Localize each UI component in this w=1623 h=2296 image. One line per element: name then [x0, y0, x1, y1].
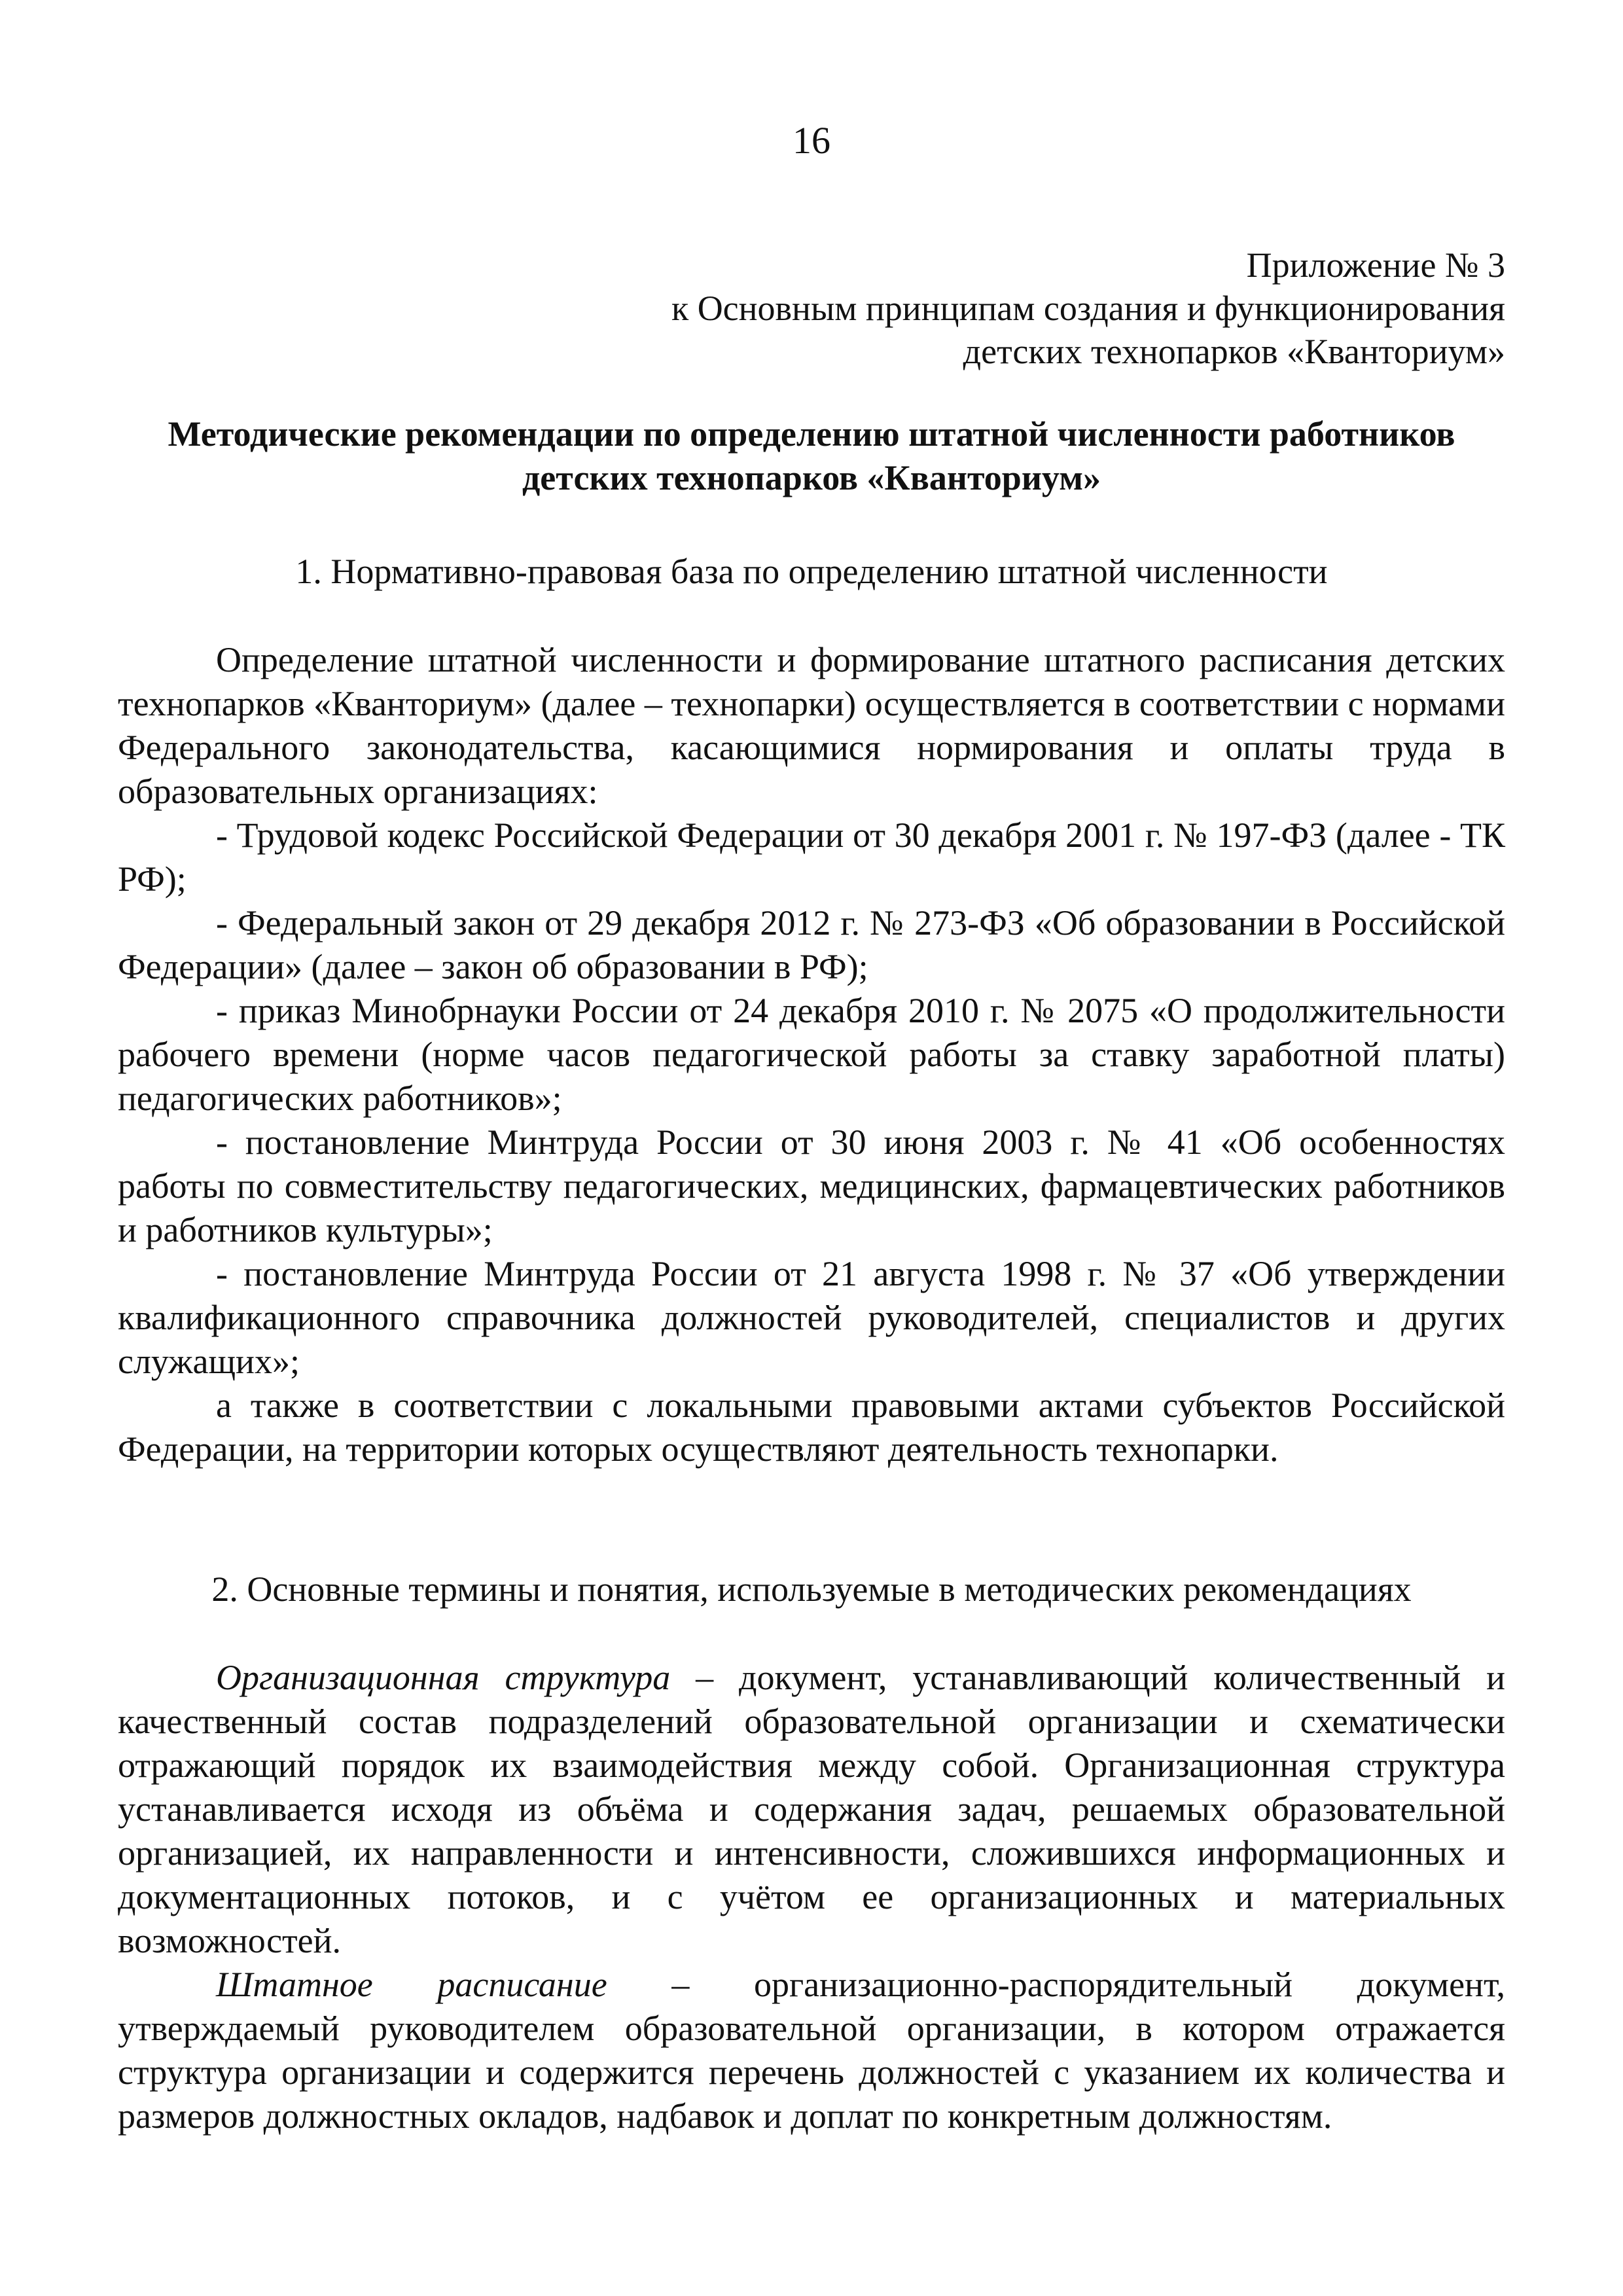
legal-list-item: - постановление Минтруда России от 30 июня 2003 г. № 41 «Об особенностях работы по совместительству педагогических, медицинских, фармацевтических работников и работников культуры»;: [118, 1122, 1505, 1249]
section-1-closing: а также в соответствии с локальными правовыми актами субъектов Российской Федерации, на территории которых осуществляют деятельность технопарки.: [118, 1386, 1505, 1469]
section-2-heading: 2. Основные термины и понятия, используемые в методических рекомендациях: [211, 1570, 1412, 1609]
legal-list-item: - постановление Минтруда России от 21 августа 1998 г. № 37 «Об утверждении квалификационного справочника должностей руководителей, специалистов и других служащих»;: [118, 1254, 1505, 1381]
definition-text: – организационно-распорядительный документ, утверждаемый руководителем образовательной организации, в котором отражается структура организации и содержится перечень должностей с указанием их количества и размеров должностных окладов, надбавок и доплат по конкретным должностям.: [118, 1965, 1505, 2136]
term-organizational-structure: Организационная структура: [216, 1658, 671, 1697]
term-staff-schedule: Штатное расписание: [216, 1965, 607, 2004]
page-number: 16: [793, 119, 830, 162]
legal-list-item: - Трудовой кодекс Российской Федерации от 30 декабря 2001 г. № 197-ФЗ (далее - ТК РФ);: [118, 816, 1505, 899]
document-title: [92, 412, 1531, 500]
legal-list-item: - приказ Минобрнауки России от 24 декабря 2010 г. № 2075 «О продолжительности рабочего времени (норме часов педагогической работы за ставку заработной платы) педагогических работников»;: [118, 991, 1505, 1118]
section-1-body: [118, 638, 1505, 1471]
section-1-intro: Определение штатной численности и формирование штатного расписания детских технопарков «Кванториум» (далее – технопарки) осуществляется в соответствии с нормами Федерального законодательства, касающимися нормирования и оплаты труда в образовательных организациях:: [118, 640, 1505, 811]
section-2-body: [118, 1656, 1505, 2138]
title-line-1: Методические рекомендации по определению штатной численности работников: [168, 414, 1455, 454]
legal-list-item: - Федеральный закон от 29 декабря 2012 г. № 273-ФЗ «Об образовании в Российской Федерации» (далее – закон об образовании в РФ);: [118, 903, 1505, 986]
definition-staff-schedule: [118, 1963, 1505, 2138]
annex-line-3: детских технопарков «Кванториум»: [963, 332, 1505, 371]
annex-line-2: к Основным принципам создания и функционирования: [671, 289, 1505, 328]
title-line-2: детских технопарков «Кванториум»: [522, 458, 1101, 497]
definition-organizational-structure: [118, 1656, 1505, 1963]
annex-block: [118, 243, 1505, 373]
annex-line-1: Приложение № 3: [1246, 245, 1505, 285]
section-1-heading: 1. Нормативно-правовая база по определению штатной численности: [295, 552, 1328, 591]
definition-text: – документ, устанавливающий количественный и качественный состав подразделений образовательной организации и схематически отражающий порядок их взаимодействия между собой. Организационная структура устанавливается исходя из объёма и содержания задач, решаемых образовательной организацией, их направленности и интенсивности, сложившихся информационных и документационных потоков, и с учётом ее организационных и материальных возможностей.: [118, 1658, 1505, 1960]
